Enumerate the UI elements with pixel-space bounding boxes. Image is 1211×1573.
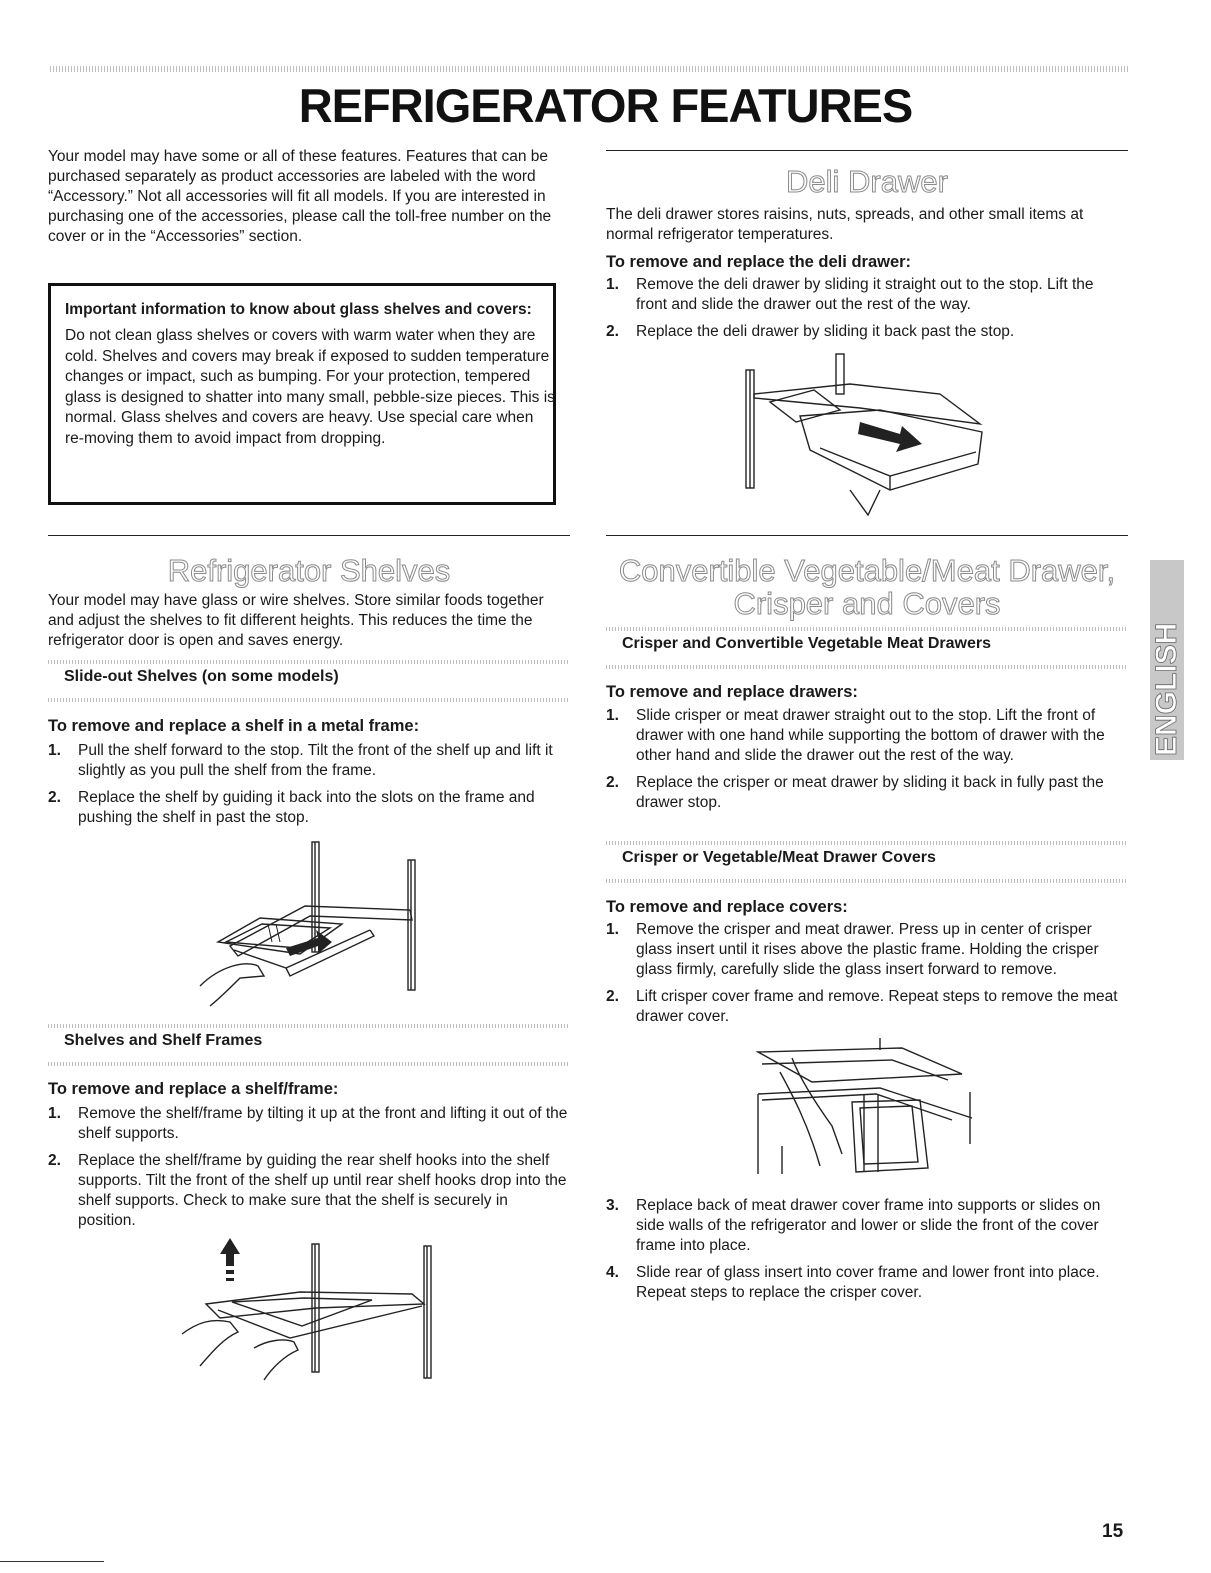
step-text: Replace the shelf by guiding it back into the slots on the frame and pushing the shelf in past the stop. [78, 789, 535, 826]
subheading-bottom-rule [606, 665, 1128, 669]
crisper-heading-line2: Crisper and Covers [733, 586, 1001, 621]
step-text: Replace back of meat drawer cover frame into supports or slides on side walls of the refrigerator and lower or slide the front of the cover frame into place. [636, 1197, 1101, 1254]
shelf-frame-illustration [172, 1236, 442, 1381]
section-rule [48, 535, 570, 536]
step-number: 2. [48, 789, 61, 806]
crisper-covers-subheading: Crisper or Vegetable/Meat Drawer Covers [622, 849, 936, 866]
slide-out-subheading: Slide-out Shelves (on some models) [64, 668, 339, 685]
step-number: 1. [48, 1105, 61, 1122]
top-dotted-rule [50, 66, 1128, 72]
subheading-top-rule [48, 660, 570, 664]
step-number: 2. [606, 988, 619, 1005]
section-rule [606, 535, 1128, 536]
page-number: 15 [1102, 1521, 1124, 1542]
step-text: Lift crisper cover frame and remove. Repeat steps to remove the meat drawer cover. [636, 988, 1118, 1025]
slide-out-steps-title: To remove and replace a shelf in a metal frame: [48, 717, 420, 735]
subheading-bottom-rule [48, 698, 570, 702]
glass-notice-title: Important information to know about glass shelves and covers: [65, 301, 532, 318]
step-text: Slide rear of glass insert into cover frame and lower front into place. Repeat steps to replace the crisper cover. [636, 1264, 1100, 1301]
step-item [606, 706, 1126, 766]
deli-steps [606, 275, 1126, 349]
intro-paragraph: Your model may have some or all of these features. Features that can be purchased separately as product accessories are labeled with the word “Accessory.” Not all accessories will fit all models. If you are interested in purchasing one of the accessories, please call the toll-free number on the cover or in the “Accessories” section. [48, 148, 552, 245]
step-text: Remove the deli drawer by sliding it straight out to the stop. Lift the front and slide the drawer out the rest of the way. [636, 276, 1094, 313]
step-item [48, 741, 568, 781]
deli-drawer-illustration [740, 350, 990, 520]
crisper-drawers-subheading-bar [606, 627, 1128, 671]
slide-out-shelf-illustration [190, 838, 440, 1008]
step-text: Pull the shelf forward to the stop. Tilt the front of the shelf up and lift it slightly as you pull the shelf from the frame. [78, 742, 553, 779]
frames-subheading-bar [48, 1024, 570, 1068]
step-number: 4. [606, 1264, 619, 1281]
crisper-cover-illustration [752, 1034, 982, 1184]
step-text: Slide crisper or meat drawer straight out to the stop. Lift the front of drawer with one hand while supporting the bottom of drawer with the other hand and slide the drawer out the rest of the way. [636, 707, 1105, 764]
frames-steps [48, 1104, 568, 1238]
step-item [606, 987, 1126, 1027]
deli-steps-title: To remove and replace the deli drawer: [606, 253, 912, 271]
glass-notice-box [48, 283, 556, 505]
shelves-heading: Refrigerator Shelves [167, 553, 451, 588]
crisper-covers-subheading-bar [606, 841, 1128, 885]
deli-heading: Deli Drawer [786, 164, 948, 199]
step-text: Remove the crisper and meat drawer. Press up in center of crisper glass insert until it rises above the plastic frame. Holding the crisper glass firmly, carefully slide the glass insert forward to remove. [636, 921, 1099, 978]
crisper-covers-steps [606, 920, 1126, 1034]
subheading-bottom-rule [606, 879, 1128, 883]
glass-notice-body: Do not clean glass shelves or covers with warm water when they are cold. Shelves and covers may break if exposed to sudden temperature changes or impact, such as bumping. For your protection, tempered glass is designed to shatter into many small, pebble-size pieces. This is normal. Glass shelves and covers are heavy. Use special care when re-moving them to avoid impact from dropping. [65, 327, 555, 447]
step-item [48, 788, 568, 828]
step-text: Remove the shelf/frame by tilting it up at the front and lifting it out of the shelf supports. [78, 1105, 568, 1142]
deli-text: The deli drawer stores raisins, nuts, spreads, and other small items at normal refrigerator temperatures. [606, 206, 1084, 243]
step-number: 1. [606, 921, 619, 938]
step-number: 2. [606, 774, 619, 791]
crisper-heading-line1: Convertible Vegetable/Meat Drawer, [618, 553, 1116, 588]
slide-out-subheading-bar [48, 660, 570, 704]
step-item [48, 1151, 568, 1231]
subheading-top-rule [48, 1024, 570, 1028]
subheading-top-rule [606, 841, 1128, 845]
crisper-drawers-steps-title: To remove and replace drawers: [606, 683, 858, 701]
crisper-covers-steps-continued [606, 1196, 1126, 1310]
step-item [606, 920, 1126, 980]
step-number: 1. [606, 276, 619, 293]
step-number: 2. [48, 1152, 61, 1169]
crisper-covers-steps-title: To remove and replace covers: [606, 898, 848, 916]
frames-subheading: Shelves and Shelf Frames [64, 1032, 263, 1049]
frames-steps-title: To remove and replace a shelf/frame: [48, 1080, 339, 1098]
step-item [606, 1196, 1126, 1256]
slide-out-steps [48, 741, 568, 835]
step-number: 3. [606, 1197, 619, 1214]
language-side-tab [1150, 560, 1184, 760]
step-item [606, 773, 1126, 813]
step-item [606, 275, 1126, 315]
step-number: 1. [48, 742, 61, 759]
step-text: Replace the deli drawer by sliding it back past the stop. [636, 323, 1015, 340]
step-item [606, 1263, 1126, 1303]
crisper-drawers-subheading: Crisper and Convertible Vegetable Meat Drawers [622, 635, 992, 652]
step-item [606, 322, 1126, 342]
step-number: 1. [606, 707, 619, 724]
section-rule [606, 150, 1128, 151]
step-text: Replace the shelf/frame by guiding the rear shelf hooks into the shelf supports. Tilt the front of the shelf up until rear shelf hooks drop into the shelf supports. Check to make sure that the shelf is securely in position. [78, 1152, 567, 1229]
crisper-drawers-steps [606, 706, 1126, 820]
shelves-text: Your model may have glass or wire shelves. Store similar foods together and adjust the shelves to fit different heights. This reduces the time the refrigerator door is open and saves energy. [48, 592, 544, 649]
step-text: Replace the crisper or meat drawer by sliding it back in fully past the drawer stop. [636, 774, 1104, 811]
page-title: REFRIGERATOR FEATURES [298, 79, 913, 132]
subheading-bottom-rule [48, 1062, 570, 1066]
step-number: 2. [606, 323, 619, 340]
subheading-top-rule [606, 627, 1128, 631]
step-item [48, 1104, 568, 1144]
side-tab-label: ENGLISH [1150, 622, 1183, 756]
bottom-edge-mark [0, 1561, 104, 1562]
